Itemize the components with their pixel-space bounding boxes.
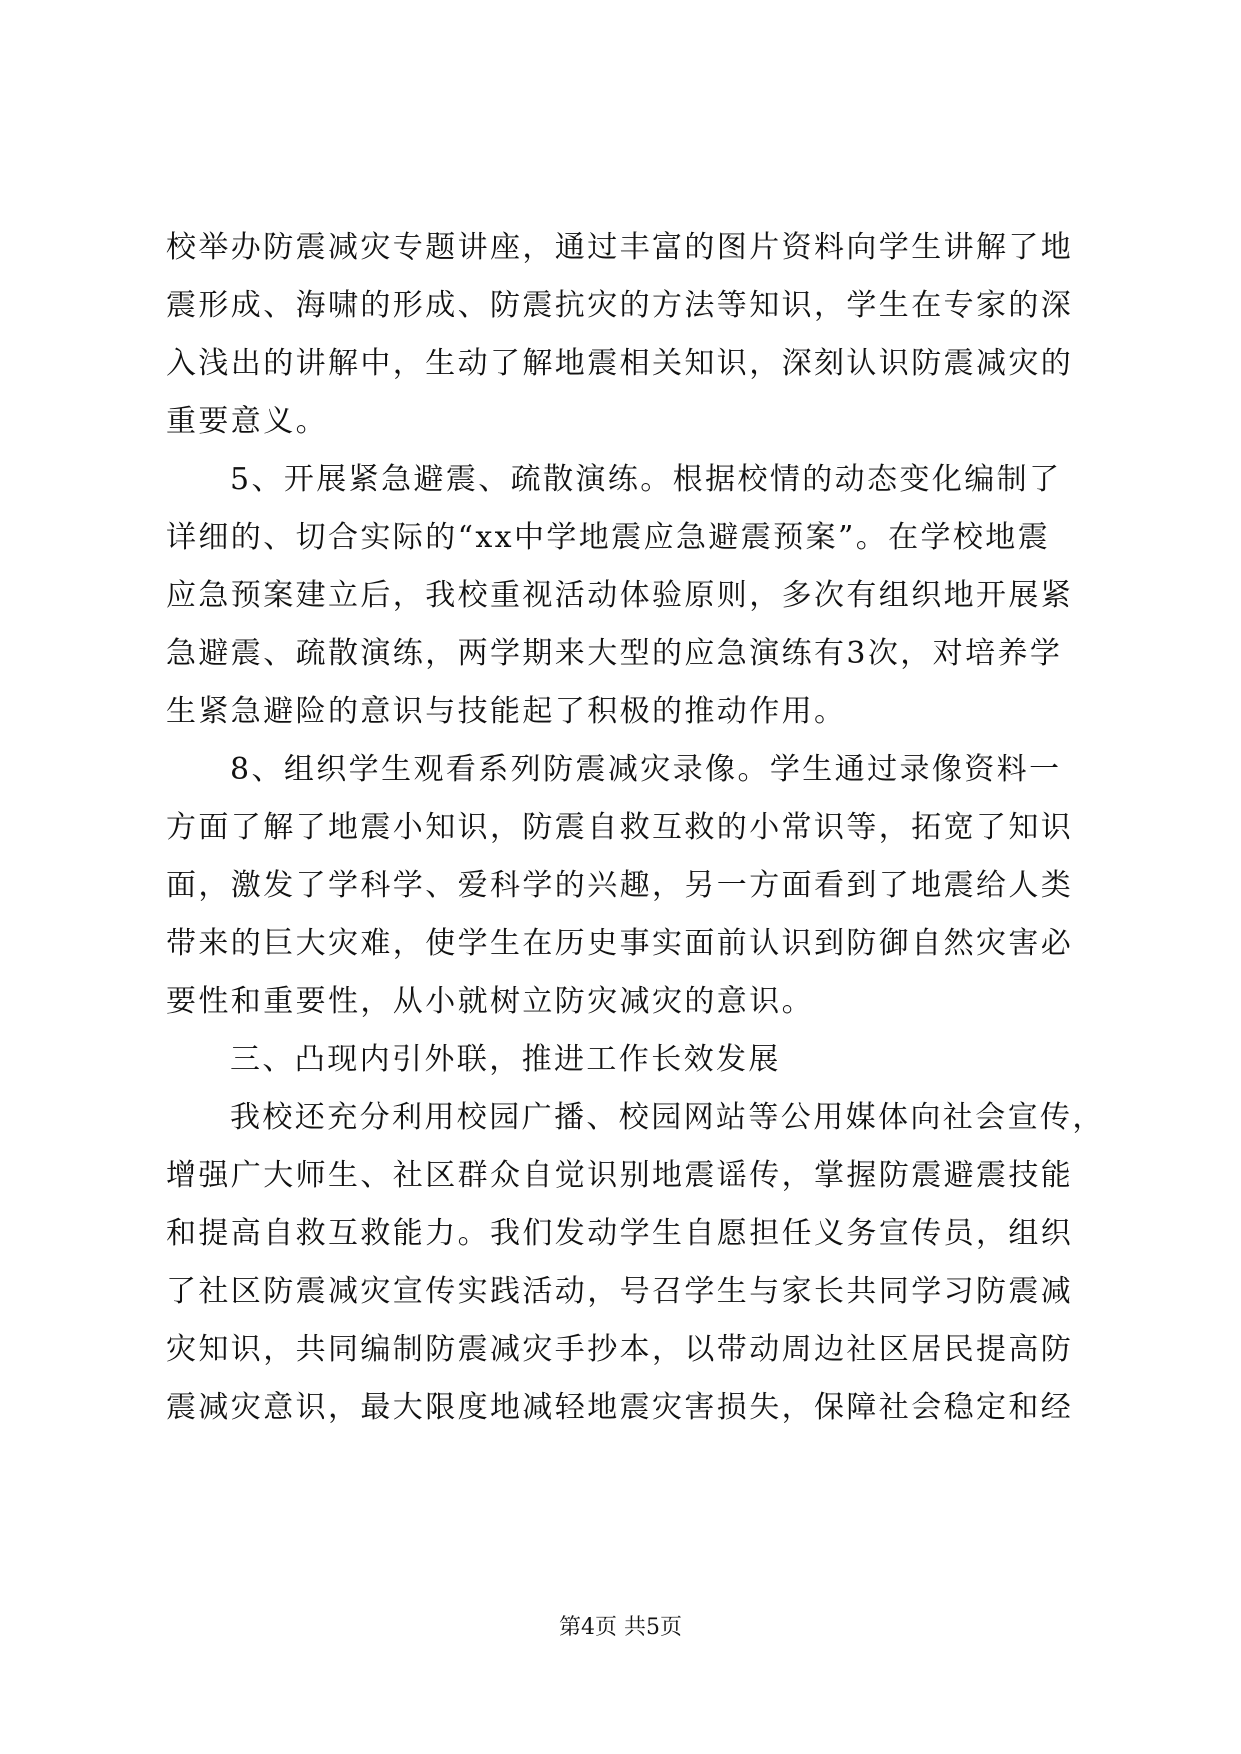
- text-line: 校举办防震减灾专题讲座，通过丰富的图片资料向学生讲解了地: [166, 230, 1074, 265]
- text-line: 应急预案建立后，我校重视活动体验原则，多次有组织地开展紧: [166, 578, 1074, 613]
- page-number-footer: 第4页 共5页: [559, 1615, 682, 1640]
- text-line: 急避震、疏散演练，两学期来大型的应急演练有3次，对培养学: [166, 636, 1063, 671]
- paragraph-start-line: 8、组织学生观看系列防震减灾录像。学生通过录像资料一: [230, 752, 1062, 787]
- text-line: 要性和重要性，从小就树立防灾减灾的意识。: [166, 984, 814, 1019]
- text-line: 灾知识，共同编制防震减灾手抄本，以带动周边社区居民提高防: [166, 1332, 1074, 1367]
- text-line: 带来的巨大灾难，使学生在历史事实面前认识到防御自然灾害必: [166, 926, 1074, 961]
- section-heading: 三、凸现内引外联，推进工作长效发展: [230, 1042, 781, 1077]
- text-line: 面，激发了学科学、爱科学的兴趣，另一方面看到了地震给人类: [166, 868, 1074, 903]
- text-line: 震形成、海啸的形成、防震抗灾的方法等知识，学生在专家的深: [166, 288, 1074, 323]
- paragraph-start-line: 我校还充分利用校园广播、校园网站等公用媒体向社会宣传，: [230, 1100, 1105, 1135]
- text-line: 和提高自救互救能力。我们发动学生自愿担任义务宣传员，组织: [166, 1216, 1074, 1251]
- text-line: 震减灾意识，最大限度地减轻地震灾害损失，保障社会稳定和经: [166, 1390, 1074, 1425]
- paragraph-start-line: 5、开展紧急避震、疏散演练。根据校情的动态变化编制了: [230, 462, 1062, 497]
- text-line: 入浅出的讲解中，生动了解地震相关知识，深刻认识防震减灾的: [166, 346, 1074, 381]
- text-line: 详细的、切合实际的“xx中学地震应急避震预案”。在学校地震: [166, 520, 1051, 555]
- text-line: 方面了解了地震小知识，防震自救互救的小常识等，拓宽了知识: [166, 810, 1074, 845]
- text-line: 增强广大师生、社区群众自觉识别地震谣传，掌握防震避震技能: [166, 1158, 1074, 1193]
- text-line: 生紧急避险的意识与技能起了积极的推动作用。: [166, 694, 847, 729]
- text-line: 了社区防震减灾宣传实践活动，号召学生与家长共同学习防震减: [166, 1274, 1074, 1309]
- text-line: 重要意义。: [166, 404, 328, 439]
